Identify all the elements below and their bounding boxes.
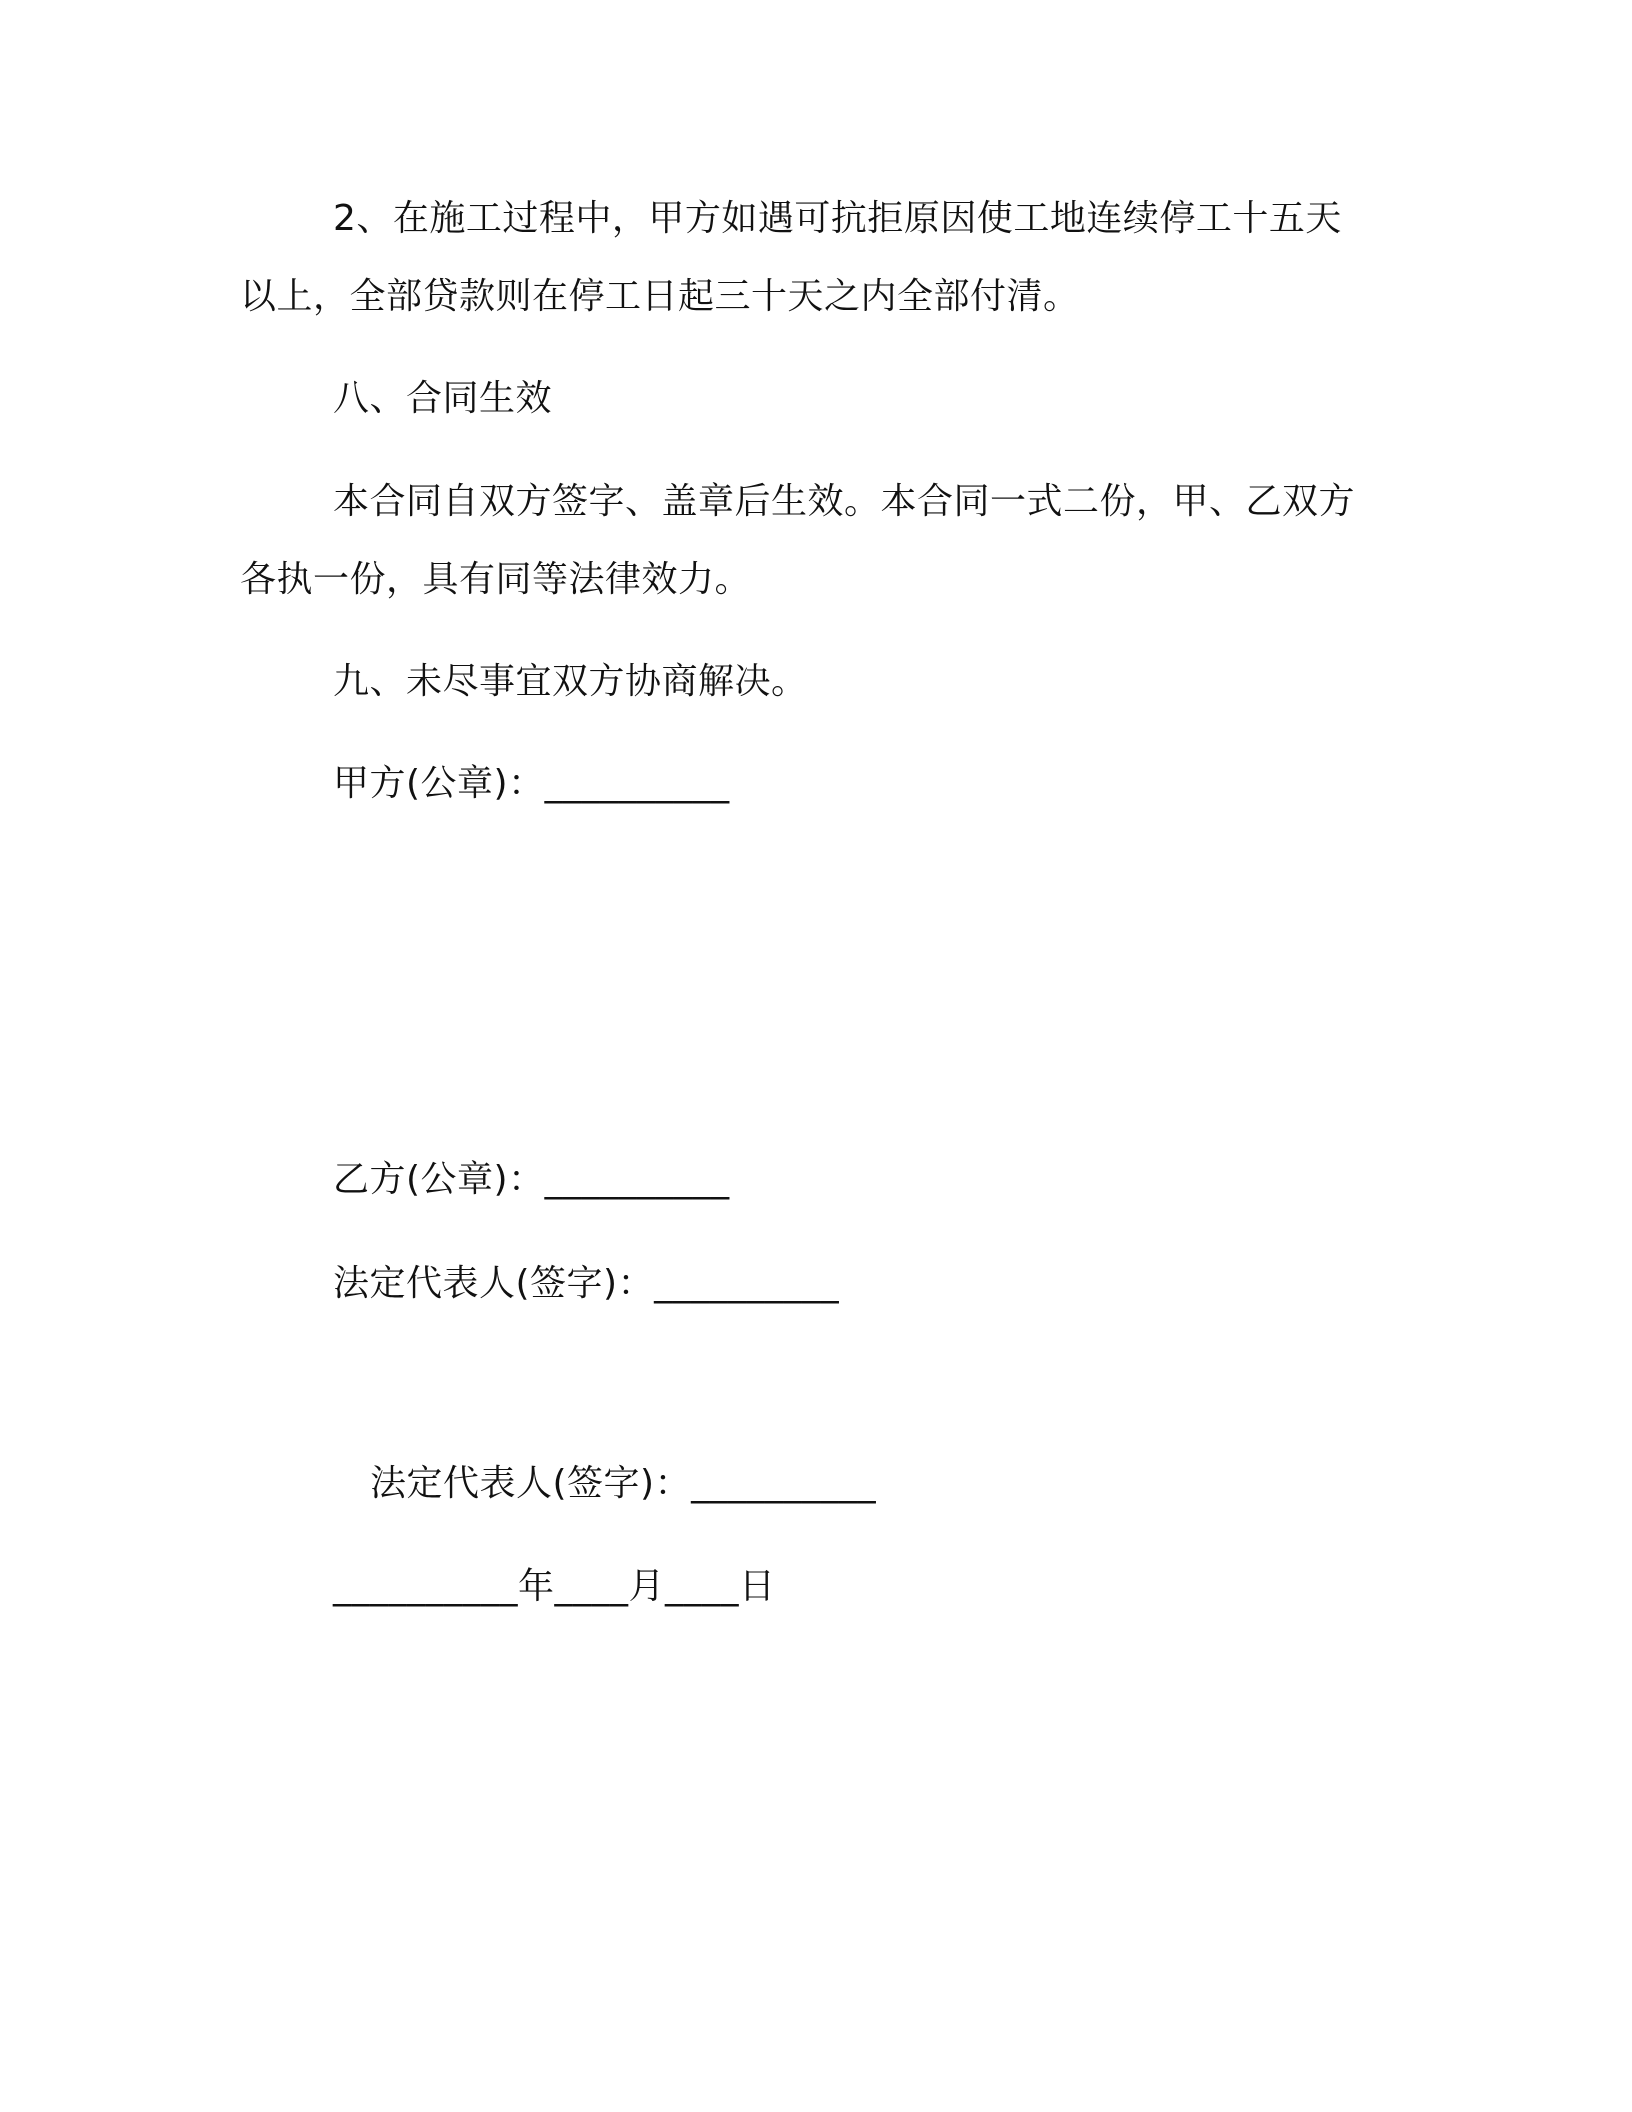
clause8-line2: 各执一份，具有同等法律效力。 — [240, 559, 752, 600]
clause7-item2-line2: 以上，全部贷款则在停工日起三十天之内全部付清。 — [240, 276, 1080, 317]
clause8-heading: 八、合同生效 — [333, 378, 553, 419]
clause8-line1: 本合同自双方签字、盖章后生效。本合同一式二份，甲、乙双方 — [333, 481, 1356, 522]
date-line: __________年____月____日 — [333, 1566, 776, 1607]
legal-rep-sign-2: 法定代表人(签字)：__________ — [370, 1463, 877, 1504]
legal-rep-sign-1: 法定代表人(签字)：__________ — [333, 1263, 840, 1304]
party-b-seal: 乙方(公章)：__________ — [333, 1159, 730, 1200]
clause9: 九、未尽事宜双方协商解决。 — [333, 661, 808, 702]
clause7-item2-line1: 2、在施工过程中，甲方如遇可抗拒原因使工地连续停工十五天 — [333, 198, 1342, 239]
party-a-seal: 甲方(公章)：__________ — [333, 763, 730, 804]
